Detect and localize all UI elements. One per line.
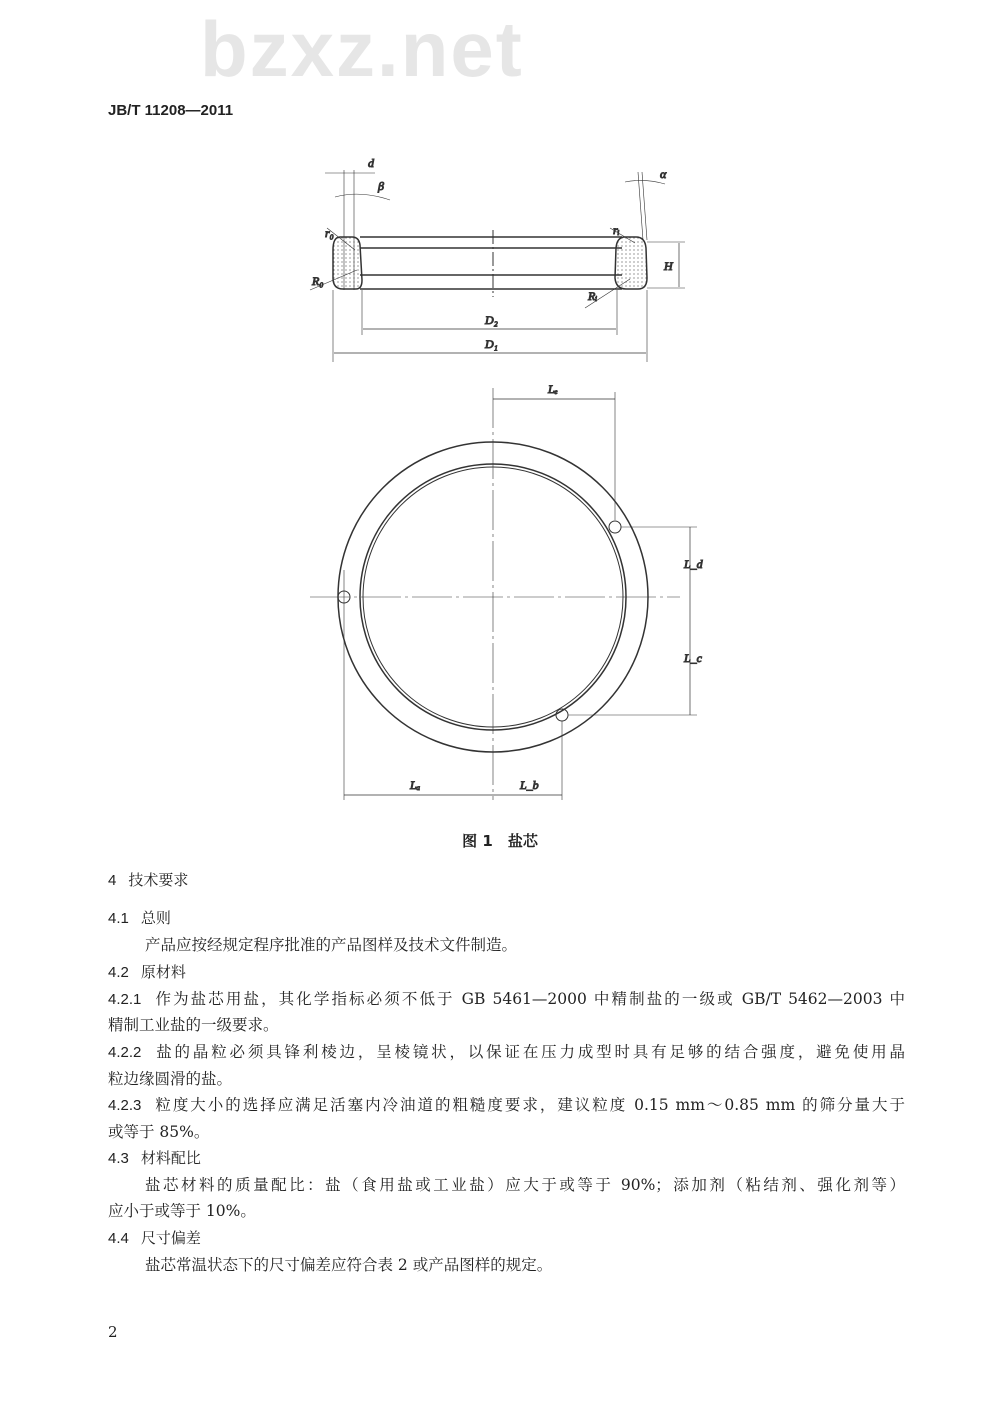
- paragraph: 应小于或等于 10%。: [108, 1202, 256, 1220]
- paragraph-4-2-2: 4.2.2 盐的晶粒必须具锋利棱边，呈棱镜状，以保证在压力成型时具有足够的结合强度，避免使用晶: [108, 1043, 905, 1061]
- page-number: 2: [108, 1323, 118, 1341]
- paragraph: 盐芯常温状态下的尺寸偏差应符合表 2 或产品图样的规定。: [145, 1256, 553, 1274]
- section-heading-4: 4 技术要求: [108, 871, 189, 889]
- watermark: bzxz.net: [200, 5, 524, 93]
- section-heading-4-2: 4.2 原材料: [108, 963, 186, 981]
- paragraph: 盐芯材料的质量配比：盐（食用盐或工业盐）应大于或等于 90%；添加剂（粘结剂、强化剂等）: [145, 1176, 905, 1194]
- label-alpha: α: [660, 167, 667, 181]
- label-d: d: [368, 156, 374, 170]
- section-heading-4-1: 4.1 总则: [108, 909, 171, 927]
- label-ri: rᵢ: [613, 223, 620, 237]
- label-D1: D₁: [485, 337, 498, 351]
- label-Lc: L_c: [684, 651, 702, 665]
- section-heading-4-3: 4.3 材料配比: [108, 1149, 201, 1167]
- label-ro: r₀: [325, 226, 334, 240]
- paragraph-4-2-1: 4.2.1 作为盐芯用盐，其化学指标必须不低于 GB 5461—2000 中精制盐的一级或 GB/T 5462—2003 中: [108, 990, 905, 1008]
- label-Le: Lₑ: [548, 382, 558, 396]
- plan-view: [310, 382, 704, 800]
- figure-caption: 图 1 盐芯: [462, 832, 538, 850]
- label-Lb: L_b: [520, 778, 539, 792]
- paragraph: 产品应按经规定程序批准的产品图样及技术文件制造。: [145, 936, 518, 954]
- label-Ld: L_d: [684, 557, 703, 571]
- standard-number-header: JB/T 11208—2011: [108, 102, 234, 119]
- label-D2: D₂: [485, 313, 498, 327]
- section-heading-4-4: 4.4 尺寸偏差: [108, 1229, 201, 1247]
- section-view: [310, 156, 685, 362]
- paragraph: 精制工业盐的一级要求。: [108, 1016, 279, 1034]
- paragraph: 粒边缘圆滑的盐。: [108, 1070, 233, 1088]
- label-Ri: Rᵢ: [588, 289, 598, 303]
- label-La: Lₐ: [410, 778, 421, 792]
- paragraph-4-2-3: 4.2.3 粒度大小的选择应满足活塞内冷油道的粗糙度要求，建议粒度 0.15 mm～0.85 mm 的筛分量大于: [108, 1096, 905, 1114]
- label-beta: β: [378, 179, 384, 193]
- paragraph: 或等于 85%。: [108, 1123, 210, 1141]
- label-H: H: [664, 259, 673, 273]
- label-Ro: R₀: [312, 274, 324, 288]
